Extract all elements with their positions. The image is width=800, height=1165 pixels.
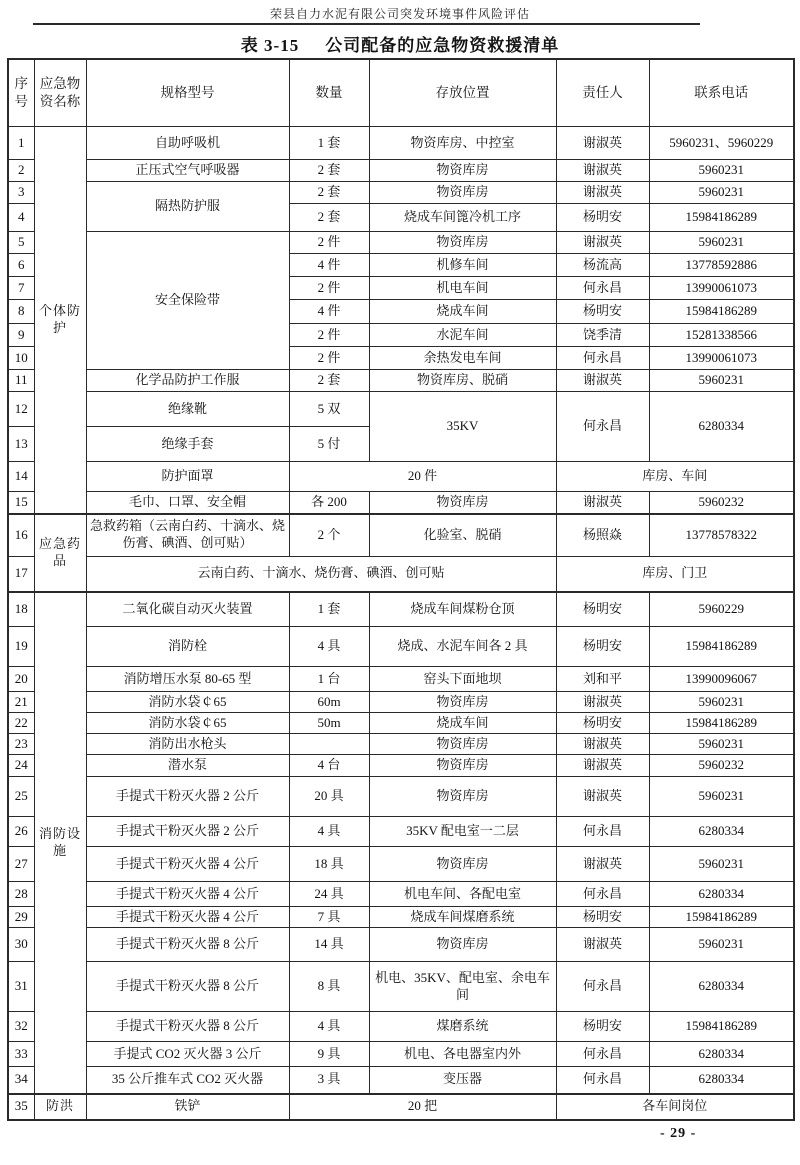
table-cell: 11	[8, 370, 34, 392]
table-row	[8, 462, 794, 492]
table-cell: 32	[8, 1012, 34, 1042]
table-cell: 二氧化碳自动灭火装置	[86, 592, 289, 627]
table-cell: 6280334	[649, 1067, 794, 1094]
table-cell: 2 套	[289, 204, 369, 232]
table-cell: 14	[8, 462, 34, 492]
table-row	[8, 627, 794, 667]
table-cell: 手提式干粉灭火器 2 公斤	[86, 817, 289, 847]
table-cell: 手提式干粉灭火器 8 公斤	[86, 962, 289, 1012]
table-cell: 20 具	[289, 777, 369, 817]
table-cell: 20	[8, 667, 34, 692]
table-cell: 20 件	[289, 462, 556, 492]
table-cell: 库房、门卫	[556, 557, 794, 592]
table-cell: 15281338566	[649, 324, 794, 347]
table-caption: 公司配备的应急物资救援清单	[325, 36, 560, 55]
table-cell: 15984186289	[649, 713, 794, 734]
table-cell: 5960231	[649, 928, 794, 962]
table-cell: 手提式干粉灭火器 4 公斤	[86, 907, 289, 928]
table-cell: 何永昌	[556, 817, 649, 847]
table-cell: 物资库房	[369, 492, 556, 514]
table-cell: 谢淑英	[556, 928, 649, 962]
table-cell: 5960229	[649, 592, 794, 627]
table-cell: 机修车间	[369, 254, 556, 277]
table-cell: 2 件	[289, 277, 369, 300]
table-cell: 谢淑英	[556, 692, 649, 713]
table-cell: 消防增压水泵 80-65 型	[86, 667, 289, 692]
table-header-row	[8, 59, 794, 127]
table-cell: 谢淑英	[556, 492, 649, 514]
column-header: 联系电话	[649, 59, 794, 127]
table-cell: 5960232	[649, 492, 794, 514]
table-cell: 15984186289	[649, 300, 794, 324]
category-cell: 应急药品	[34, 514, 86, 592]
table-cell: 50m	[289, 713, 369, 734]
table-cell: 烧成车间篦冷机工序	[369, 204, 556, 232]
category-cell: 防洪	[34, 1094, 86, 1120]
table-row	[8, 1094, 794, 1120]
table-cell: 烧成、水泥车间各 2 具	[369, 627, 556, 667]
table-cell: 绝缘靴	[86, 392, 289, 427]
table-cell: 杨明安	[556, 1012, 649, 1042]
table-cell: 2 个	[289, 514, 369, 557]
table-cell: 手提式干粉灭火器 4 公斤	[86, 847, 289, 882]
table-row	[8, 160, 794, 182]
table-cell: 7 具	[289, 907, 369, 928]
table-cell: 何永昌	[556, 962, 649, 1012]
table-cell: 自助呼吸机	[86, 127, 289, 160]
table-cell: 24	[8, 755, 34, 777]
table-cell: 15	[8, 492, 34, 514]
table-cell: 25	[8, 777, 34, 817]
table-cell: 烧成车间煤磨系统	[369, 907, 556, 928]
column-header: 责任人	[556, 59, 649, 127]
table-row	[8, 777, 794, 817]
table-cell: 物资库房	[369, 777, 556, 817]
table-cell: 绝缘手套	[86, 427, 289, 462]
table-cell: 谢淑英	[556, 160, 649, 182]
table-cell: 刘和平	[556, 667, 649, 692]
table-row	[8, 1042, 794, 1067]
table-cell: 6280334	[649, 962, 794, 1012]
table-cell: 13990096067	[649, 667, 794, 692]
table-cell: 15984186289	[649, 1012, 794, 1042]
table-cell: 2 套	[289, 182, 369, 204]
table-cell: 消防水袋￠65	[86, 713, 289, 734]
table-cell: 5	[8, 232, 34, 254]
table-cell: 潜水泵	[86, 755, 289, 777]
table-row	[8, 370, 794, 392]
table-cell: 何永昌	[556, 347, 649, 370]
table-cell: 6280334	[649, 1042, 794, 1067]
table-cell: 5960231	[649, 232, 794, 254]
table-cell: 1 套	[289, 127, 369, 160]
table-cell: 物资库房	[369, 847, 556, 882]
table-row	[8, 734, 794, 755]
table-cell: 何永昌	[556, 1067, 649, 1094]
table-cell: 60m	[289, 692, 369, 713]
table-cell: 何永昌	[556, 277, 649, 300]
table-cell: 2 套	[289, 160, 369, 182]
table-cell: 杨明安	[556, 204, 649, 232]
table-cell: 1 台	[289, 667, 369, 692]
table-cell: 水泥车间	[369, 324, 556, 347]
column-header: 序号	[8, 59, 34, 127]
table-cell: 铁铲	[86, 1094, 289, 1120]
header-divider	[33, 23, 700, 25]
table-cell: 机电车间	[369, 277, 556, 300]
table-row	[8, 882, 794, 907]
table-cell: 13778578322	[649, 514, 794, 557]
table-cell: 18 具	[289, 847, 369, 882]
table-cell: 何永昌	[556, 882, 649, 907]
table-cell: 10	[8, 347, 34, 370]
table-cell: 31	[8, 962, 34, 1012]
table-cell: 21	[8, 692, 34, 713]
table-cell: 35KV	[369, 392, 556, 462]
table-title	[0, 31, 800, 56]
category-cell: 消防设施	[34, 592, 86, 1094]
table-cell: 烧成车间煤粉仓顶	[369, 592, 556, 627]
table-cell: 杨明安	[556, 907, 649, 928]
table-cell: 5 双	[289, 392, 369, 427]
table-cell: 17	[8, 557, 34, 592]
table-cell: 12	[8, 392, 34, 427]
table-cell: 2	[8, 160, 34, 182]
table-cell: 消防水袋￠65	[86, 692, 289, 713]
table-cell: 4 具	[289, 627, 369, 667]
table-cell: 5960231	[649, 182, 794, 204]
table-cell: 4 具	[289, 817, 369, 847]
table-row	[8, 182, 794, 204]
table-cell: 24 具	[289, 882, 369, 907]
table-cell: 窑头下面地坝	[369, 667, 556, 692]
table-cell: 13990061073	[649, 277, 794, 300]
table-cell: 隔热防护服	[86, 182, 289, 232]
table-cell: 9	[8, 324, 34, 347]
table-cell: 9 具	[289, 1042, 369, 1067]
table-cell: 13990061073	[649, 347, 794, 370]
table-row	[8, 847, 794, 882]
table-cell: 19	[8, 627, 34, 667]
table-cell: 何永昌	[556, 392, 649, 462]
table-cell: 安全保险带	[86, 232, 289, 370]
table-row	[8, 232, 794, 254]
table-cell: 谢淑英	[556, 777, 649, 817]
table-cell: 6280334	[649, 392, 794, 462]
table-row	[8, 667, 794, 692]
table-cell: 消防出水枪头	[86, 734, 289, 755]
table-cell: 机电、35KV、配电室、余电车间	[369, 962, 556, 1012]
table-cell: 烧成车间	[369, 300, 556, 324]
table-cell: 物资库房	[369, 232, 556, 254]
table-cell: 4	[8, 204, 34, 232]
table-cell: 13	[8, 427, 34, 462]
table-cell: 13778592886	[649, 254, 794, 277]
table-cell: 煤磨系统	[369, 1012, 556, 1042]
table-cell: 4 件	[289, 254, 369, 277]
table-cell: 33	[8, 1042, 34, 1067]
table-cell: 何永昌	[556, 1042, 649, 1067]
table-cell: 5960231	[649, 370, 794, 392]
column-header: 应急物资名称	[34, 59, 86, 127]
table-cell: 谢淑英	[556, 734, 649, 755]
table-cell: 物资库房	[369, 755, 556, 777]
table-cell: 5960231	[649, 847, 794, 882]
table-cell: 5 付	[289, 427, 369, 462]
table-cell: 2 套	[289, 370, 369, 392]
table-cell: 15984186289	[649, 627, 794, 667]
table-cell: 2 件	[289, 324, 369, 347]
table-row	[8, 1012, 794, 1042]
table-cell: 谢淑英	[556, 127, 649, 160]
table-cell: 3 具	[289, 1067, 369, 1094]
table-cell: 4 台	[289, 755, 369, 777]
table-cell: 云南白药、十滴水、烧伤膏、碘酒、创可贴	[86, 557, 556, 592]
table-cell: 杨照焱	[556, 514, 649, 557]
table-cell: 谢淑英	[556, 182, 649, 204]
table-cell: 库房、车间	[556, 462, 794, 492]
table-cell: 杨明安	[556, 713, 649, 734]
table-cell: 手提式干粉灭火器 8 公斤	[86, 928, 289, 962]
table-cell: 27	[8, 847, 34, 882]
column-header: 规格型号	[86, 59, 289, 127]
table-cell: 物资库房	[369, 160, 556, 182]
table-cell: 4 具	[289, 1012, 369, 1042]
table-cell: 5960231	[649, 692, 794, 713]
table-cell: 8 具	[289, 962, 369, 1012]
table-cell: 防护面罩	[86, 462, 289, 492]
table-cell: 18	[8, 592, 34, 627]
table-row	[8, 907, 794, 928]
table-cell: 杨流高	[556, 254, 649, 277]
table-cell: 14 具	[289, 928, 369, 962]
table-cell: 变压器	[369, 1067, 556, 1094]
table-row	[8, 492, 794, 514]
column-header: 数量	[289, 59, 369, 127]
category-cell: 个体防护	[34, 127, 86, 514]
table-cell: 谢淑英	[556, 232, 649, 254]
table-row	[8, 755, 794, 777]
emergency-supplies-table	[7, 58, 795, 1121]
table-cell: 正压式空气呼吸器	[86, 160, 289, 182]
table-cell: 杨明安	[556, 300, 649, 324]
table-cell: 15984186289	[649, 204, 794, 232]
table-cell	[289, 734, 369, 755]
table-cell: 20 把	[289, 1094, 556, 1120]
table-cell: 谢淑英	[556, 755, 649, 777]
table-cell: 26	[8, 817, 34, 847]
table-cell: 消防栓	[86, 627, 289, 667]
table-cell: 谢淑英	[556, 370, 649, 392]
table-cell: 35	[8, 1094, 34, 1120]
table-cell: 1 套	[289, 592, 369, 627]
table-cell: 饶季清	[556, 324, 649, 347]
table-cell: 各 200	[289, 492, 369, 514]
table-row	[8, 1067, 794, 1094]
table-cell: 化学品防护工作服	[86, 370, 289, 392]
table-cell: 7	[8, 277, 34, 300]
table-cell: 各车间岗位	[556, 1094, 794, 1120]
table-cell: 手提式干粉灭火器 2 公斤	[86, 777, 289, 817]
table-row	[8, 392, 794, 427]
table-cell: 35KV 配电室一二层	[369, 817, 556, 847]
table-row	[8, 962, 794, 1012]
table-row	[8, 127, 794, 160]
table-number-label: 表 3-15	[240, 36, 300, 55]
table-body	[8, 127, 794, 1120]
table-cell: 4 件	[289, 300, 369, 324]
document-header-text: 荣县自力水泥有限公司突发环境事件风险评估	[269, 7, 530, 21]
table-cell: 2 件	[289, 232, 369, 254]
table-cell: 22	[8, 713, 34, 734]
table-cell: 毛巾、口罩、安全帽	[86, 492, 289, 514]
table-row	[8, 817, 794, 847]
table-cell: 谢淑英	[556, 847, 649, 882]
table-row	[8, 692, 794, 713]
table-cell: 5960231	[649, 160, 794, 182]
table-cell: 2 件	[289, 347, 369, 370]
table-cell: 1	[8, 127, 34, 160]
table-cell: 5960231、5960229	[649, 127, 794, 160]
table-cell: 6	[8, 254, 34, 277]
table-cell: 6280334	[649, 817, 794, 847]
table-cell: 余热发电车间	[369, 347, 556, 370]
table-row	[8, 557, 794, 592]
table-cell: 机电、各电器室内外	[369, 1042, 556, 1067]
table-cell: 机电车间、各配电室	[369, 882, 556, 907]
column-header: 存放位置	[369, 59, 556, 127]
table-row	[8, 592, 794, 627]
table-cell: 5960232	[649, 755, 794, 777]
table-cell: 物资库房	[369, 734, 556, 755]
table-cell: 杨明安	[556, 592, 649, 627]
table-cell: 物资库房	[369, 928, 556, 962]
table-cell: 手提式 CO2 灭火器 3 公斤	[86, 1042, 289, 1067]
table-cell: 5960231	[649, 777, 794, 817]
table-cell: 杨明安	[556, 627, 649, 667]
table-cell: 物资库房、中控室	[369, 127, 556, 160]
table-cell: 手提式干粉灭火器 4 公斤	[86, 882, 289, 907]
table-cell: 手提式干粉灭火器 8 公斤	[86, 1012, 289, 1042]
table-cell: 3	[8, 182, 34, 204]
table-cell: 29	[8, 907, 34, 928]
table-cell: 28	[8, 882, 34, 907]
table-row	[8, 928, 794, 962]
table-cell: 23	[8, 734, 34, 755]
table-cell: 5960231	[649, 734, 794, 755]
table-cell: 物资库房	[369, 692, 556, 713]
table-cell: 烧成车间	[369, 713, 556, 734]
page-number: - 29 -	[660, 1126, 697, 1141]
table-cell: 35 公斤推车式 CO2 灭火器	[86, 1067, 289, 1094]
table-cell: 6280334	[649, 882, 794, 907]
table-cell: 化验室、脱硝	[369, 514, 556, 557]
table-row	[8, 514, 794, 557]
table-cell: 物资库房	[369, 182, 556, 204]
table-cell: 16	[8, 514, 34, 557]
table-cell: 15984186289	[649, 907, 794, 928]
table-cell: 30	[8, 928, 34, 962]
table-cell: 急救药箱（云南白药、十滴水、烧伤膏、碘酒、创可贴）	[86, 514, 289, 557]
table-cell: 8	[8, 300, 34, 324]
table-cell: 物资库房、脱硝	[369, 370, 556, 392]
table-cell: 34	[8, 1067, 34, 1094]
table-row	[8, 713, 794, 734]
